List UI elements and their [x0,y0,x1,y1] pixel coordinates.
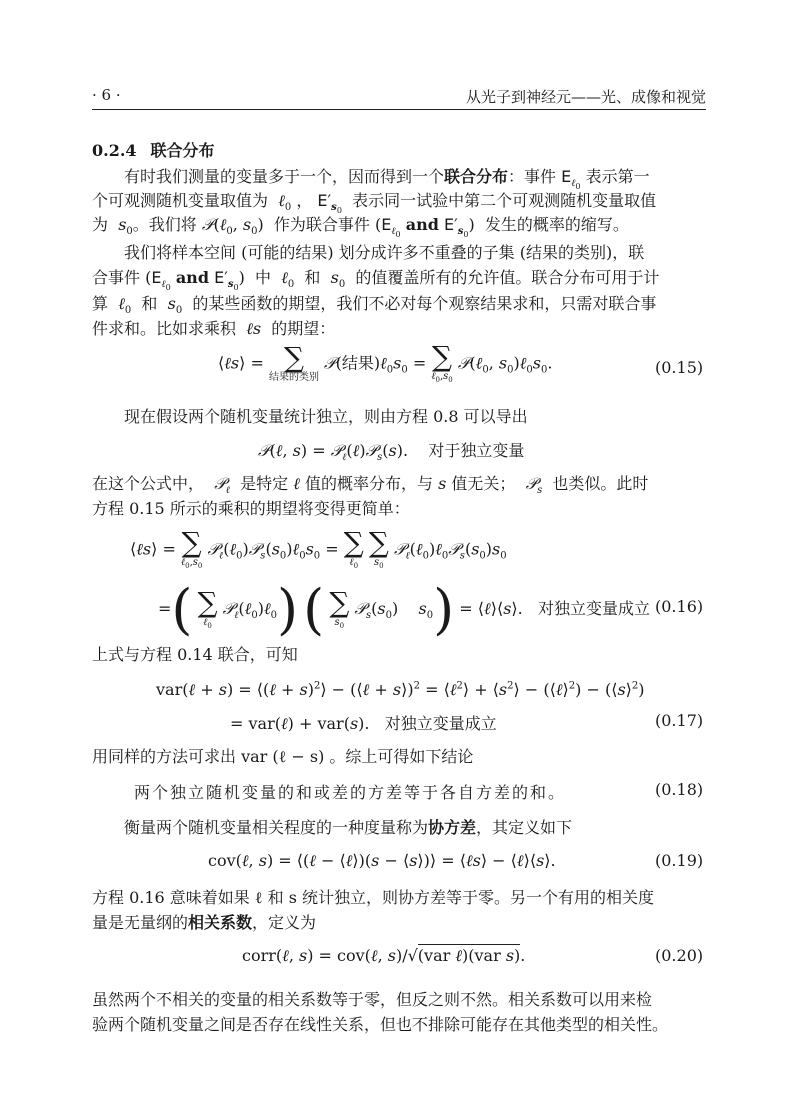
paragraph-line: 我们将样本空间 (可能的结果) 划分成许多不重叠的子集 (结果的类别)，联 [124,243,645,262]
header-rule [92,109,706,110]
running-head [92,86,706,106]
paragraph-line: 量是无量纲的相关系数，定义为 [92,913,317,932]
book-title: 从光子到神经元——光、成像和视觉 [465,88,706,106]
paragraph-line: 个可观测随机变量取值为 ℓ$_0$ ， $E'_{s_0}$ 表示同一试验中第二个可观测随机变量取值 [92,191,657,216]
paragraph-line: 现在假设两个随机变量统计独立，则由方程 0.8 可以导出 [124,407,528,426]
equation-0-15: ⟨ℓs⟩ = ∑ 结果的类别 𝒫(结果)$\ell_0s_0$ = ∑ $\ell_0,s_0$ 𝒫(ℓ$_0$, $s_0)\ell_0s_0$. [218,340,553,384]
section-title: 联合分布 [150,141,215,160]
paragraph-line: 件求和。比如求乘积 ℓs 的期望： [92,319,336,338]
equation-number: (0.18) [655,780,704,799]
paragraph-line: 方程 0.16 意味着如果 ℓ 和 s 统计独立，则协方差等于零。另一个有用的相关度 [92,888,655,907]
equation-0-17-line2: = var(ℓ) + var(s). 对独立变量成立 [230,714,497,733]
paragraph-line: 用同样的方法可求出 var (ℓ − s) 。综上可得如下结论 [92,747,474,766]
equation-number: (0.17) [655,711,704,730]
paragraph-line: 有时我们测量的变量多于一个，因而得到一个联合分布：事件 $E_{\ell_0}$ 表示第一 [124,167,650,192]
equation-0-16-line2: =( ∑ ℓ$_0$ 𝒫$_\ell$(ℓ$_0$)ℓ$_0$) ( ∑ $s_0$ $𝒫_s(s_0)$ $s_0$) = ⟨ℓ⟩⟨s⟩. 对独立变量成立 [158,578,651,641]
equation-number: (0.19) [655,851,704,870]
equation-0-16-line1: ⟨ℓs⟩ = ∑ $\ell_0,s_0$ $𝒫_\ell(\ell_0)𝒫_s(s_0)\ell_0s_0$ = ∑ ℓ$_0$ ∑ $s_0$ $𝒫_\ell(\ell_0)\ell_0𝒫_s(s_0)s_0$ [130,526,507,570]
paragraph-line: 衡量两个随机变量相关程度的一种度量称为协方差，其定义如下 [124,818,573,837]
paragraph-line: 方程 0.15 所示的乘积的期望将变得更简单： [92,499,410,518]
paragraph-line: 验两个随机变量之间是否存在线性关系，但也不排除可能存在其他类型的相关性。 [92,1015,669,1034]
equation-independence: 𝒫(ℓ, s) = 𝒫$_\ell$(ℓ)𝒫$_s$(s). 对于独立变量 [258,441,525,464]
paragraph-line: 合事件 ($E_{\ell_0}$ and $E'_{s_0}$) 中 ℓ$_0$ 和 $s_0$ 的值覆盖所有的允许值。联合分布可用于计 [92,268,660,293]
paragraph-line: 算 ℓ$_0$ 和 $s_0$ 的某些函数的期望，我们不必对每个观察结果求和，只需对联合事 [92,294,657,317]
equation-number: (0.20) [655,946,704,965]
paragraph-line: 在这个公式中， 𝒫$_\ell$ 是特定 ℓ 值的概率分布，与 s 值无关； 𝒫$_s$ 也类似。此时 [92,474,649,497]
equation-0-20: corr(ℓ, s) = cov(ℓ, s)/√(var ℓ)(var s). [242,946,526,965]
page-number: · 6 · [92,86,121,104]
conclusion-statement: 两个独立随机变量的和或差的方差等于各自方差的和。 [134,783,567,802]
equation-number: (0.16) [655,597,704,616]
equation-0-17-line1: var(ℓ + s) = ⟨(ℓ + s)$^2$⟩ − (⟨ℓ + s⟩)$^2$ = ⟨ℓ$^2$⟩ + $⟨s^2⟩$ − (⟨ℓ⟩$^2$) − (⟨s⟩$^2$) [156,680,645,699]
term-covariance: 协方差 [428,818,477,837]
equation-number: (0.15) [655,358,704,377]
paragraph-line: 上式与方程 0.14 联合，可知 [92,645,298,664]
section-number: 0.2.4 [92,141,137,160]
paragraph-line: 虽然两个不相关的变量的相关系数等于零，但反之则不然。相关系数可以用来检 [92,990,653,1009]
section-heading [92,138,215,161]
equation-0-19: cov(ℓ, s) = ⟨(ℓ − ⟨ℓ⟩)(s − ⟨s⟩)⟩ = ⟨ℓs⟩ − ⟨ℓ⟩⟨s⟩. [208,851,556,870]
term-joint-distribution: 联合分布 [444,167,509,186]
paragraph-line: 为 $s_0$。我们将 𝒫(ℓ$_0$, $s_0$) 作为联合事件 ($E_{\ell_0}$ and $E'_{s_0}$) 发生的概率的缩写。 [92,215,629,240]
term-correlation-coefficient: 相关系数 [188,913,253,932]
